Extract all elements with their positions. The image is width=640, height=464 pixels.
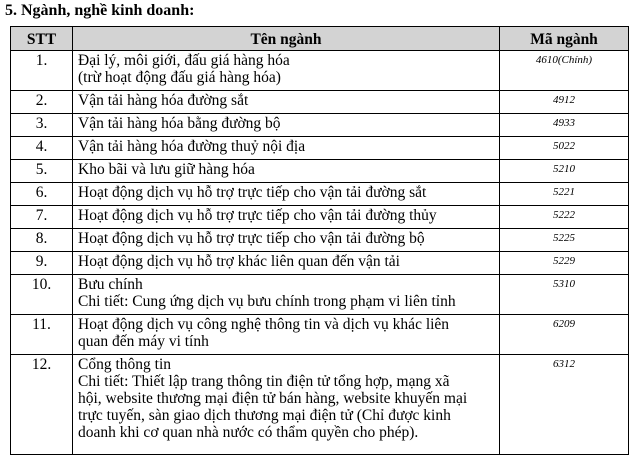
table-row: [11, 183, 629, 206]
row-name: Hoạt động dịch vụ hỗ trợ trực tiếp cho vận tải đường bộ: [73, 229, 500, 252]
row-code: 5229: [500, 252, 629, 275]
row-stt: 11.: [11, 315, 73, 355]
row-stt: 4.: [11, 137, 73, 160]
row-stt: 12.: [11, 355, 73, 455]
row-code: 4610(Chính): [500, 51, 629, 91]
table-header-row: [11, 27, 629, 51]
row-code: 5225: [500, 229, 629, 252]
row-stt: 1.: [11, 51, 73, 91]
row-code: 4912: [500, 91, 629, 114]
row-code: 5210: [500, 160, 629, 183]
row-name: Hoạt động dịch vụ hỗ trợ trực tiếp cho vận tải đường thủy: [73, 206, 500, 229]
row-stt: 5.: [11, 160, 73, 183]
row-name: Hoạt động dịch vụ công nghệ thông tin và dịch vụ khác liên quan đến máy vi tính: [73, 315, 500, 355]
row-code: 5221: [500, 183, 629, 206]
row-name: Vận tải hàng hóa đường sắt: [73, 91, 500, 114]
section-heading: 5. Ngành, nghề kinh doanh:: [5, 2, 195, 19]
table-row: [11, 51, 629, 91]
row-name: Bưu chính Chi tiết: Cung ứng dịch vụ bưu chính trong phạm vi liên tỉnh: [73, 275, 500, 315]
table-row: [11, 355, 629, 455]
header-name: Tên ngành: [73, 27, 500, 51]
table-row: [11, 160, 629, 183]
row-code: 4933: [500, 114, 629, 137]
row-name: Hoạt động dịch vụ hỗ trợ khác liên quan đến vận tải: [73, 252, 500, 275]
row-code: 6209: [500, 315, 629, 355]
row-stt: 3.: [11, 114, 73, 137]
row-stt: 2.: [11, 91, 73, 114]
row-code: 5310: [500, 275, 629, 315]
table-row: [11, 229, 629, 252]
row-stt: 8.: [11, 229, 73, 252]
row-name: Đại lý, môi giới, đấu giá hàng hóa (trừ hoạt động đấu giá hàng hóa): [73, 51, 500, 91]
row-stt: 9.: [11, 252, 73, 275]
table-row: [11, 252, 629, 275]
row-code: 6312: [500, 355, 629, 455]
table-row: [11, 315, 629, 355]
row-code: 5022: [500, 137, 629, 160]
row-name: Vận tải hàng hóa bằng đường bộ: [73, 114, 500, 137]
table-row: [11, 114, 629, 137]
row-name: Cổng thông tin Chi tiết: Thiết lập trang thông tin điện tử tổng hợp, mạng xã hội, website thương mại điện tử bán hàng, website khuyến mại trực tuyến, sàn giao dịch thương mại điện tử (Chỉ được kinh doanh khi cơ quan nhà nước có thẩm quyền cho phép).: [73, 355, 500, 455]
row-name: Kho bãi và lưu giữ hàng hóa: [73, 160, 500, 183]
row-name: Hoạt động dịch vụ hỗ trợ trực tiếp cho vận tải đường sắt: [73, 183, 500, 206]
header-code: Mã ngành: [500, 27, 629, 51]
table-row: [11, 275, 629, 315]
row-stt: 6.: [11, 183, 73, 206]
header-stt: STT: [11, 27, 73, 51]
table-row: [11, 206, 629, 229]
row-stt: 10.: [11, 275, 73, 315]
row-stt: 7.: [11, 206, 73, 229]
table-row: [11, 91, 629, 114]
row-name: Vận tải hàng hóa đường thuỷ nội địa: [73, 137, 500, 160]
business-lines-table: [10, 26, 629, 455]
table-row: [11, 137, 629, 160]
row-code: 5222: [500, 206, 629, 229]
